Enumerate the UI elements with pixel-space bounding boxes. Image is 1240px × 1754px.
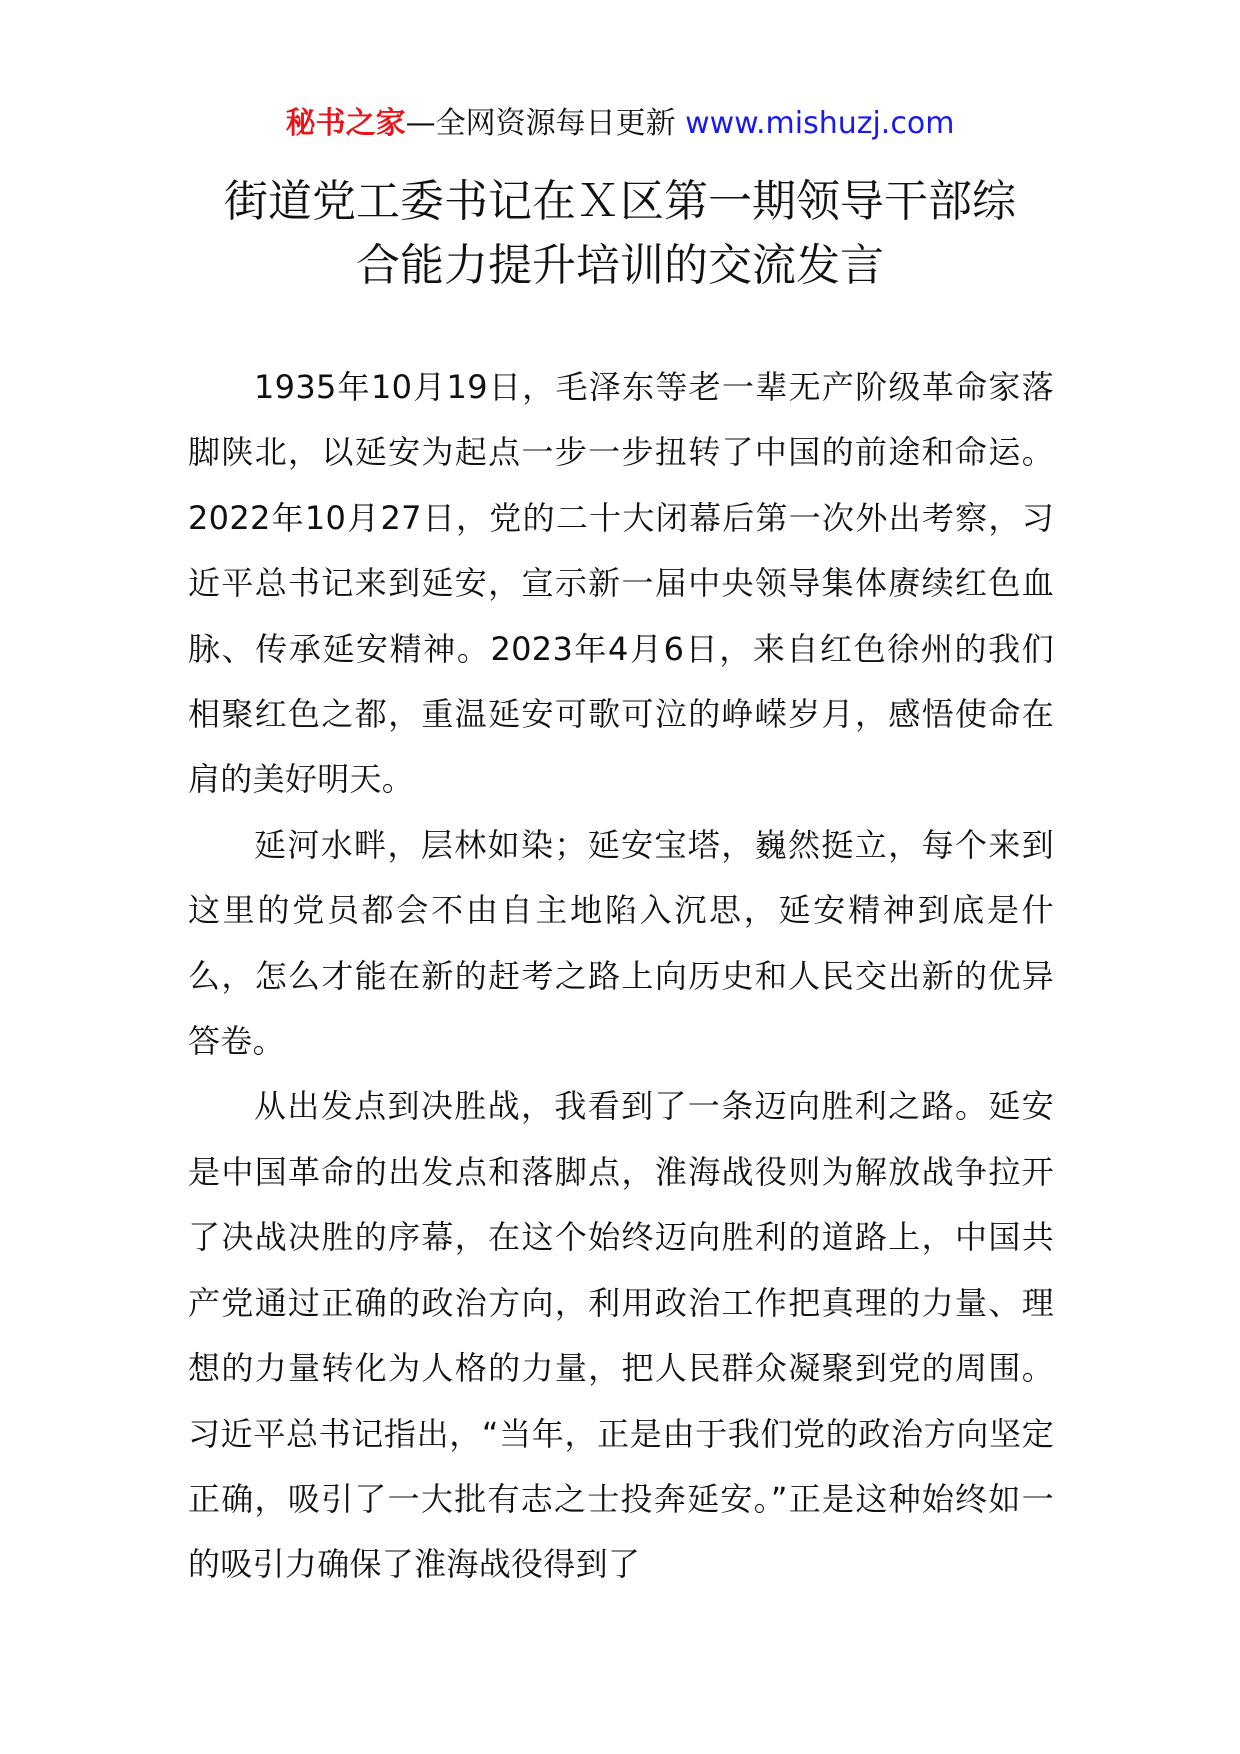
document-body <box>188 355 1054 1598</box>
header-tagline: —全网资源每日更新 <box>405 106 676 141</box>
paragraph-1: 1935年10月19日，毛泽东等老一辈无产阶级革命家落脚陕北，以延安为起点一步一步扭转了中国的前途和命运。2022年10月27日，党的二十大闭幕后第一次外出考察，习近平总书记来到延安，宣示新一届中央领导集体赓续红色血脉、传承延安精神。2023年4月6日，来自红色徐州的我们相聚红色之都，重温延安可歌可泣的峥嵘岁月，感悟使命在肩的美好明天。 <box>188 368 1054 799</box>
paragraph-3: 从出发点到决胜战，我看到了一条迈向胜利之路。延安是中国革命的出发点和落脚点，淮海战役则为解放战争拉开了决战决胜的序幕，在这个始终迈向胜利的道路上，中国共产党通过正确的政治方向，利用政治工作把真理的力量、理想的力量转化为人格的力量，把人民群众凝聚到党的周围。习近平总书记指出，“当年，正是由于我们党的政治方向坚定正确，吸引了一大批有志之士投奔延安。”正是这种始终如一的吸引力确保了淮海战役得到了 <box>188 1087 1054 1584</box>
title-line-2: 合能力提升培训的交流发言 <box>356 240 884 291</box>
site-header <box>0 104 1240 144</box>
title-line-1: 街道党工委书记在Ｘ区第一期领导干部综 <box>224 176 1016 227</box>
brand-name: 秘书之家 <box>285 106 406 141</box>
paragraph-2: 延河水畔，层林如染；延安宝塔，巍然挺立，每个来到这里的党员都会不由自主地陷入沉思，延安精神到底是什么，怎么才能在新的赶考之路上向历史和人民交出新的优异答卷。 <box>188 825 1054 1061</box>
site-url[interactable]: www.mishuzj.com <box>675 106 955 141</box>
document-title <box>0 170 1240 298</box>
